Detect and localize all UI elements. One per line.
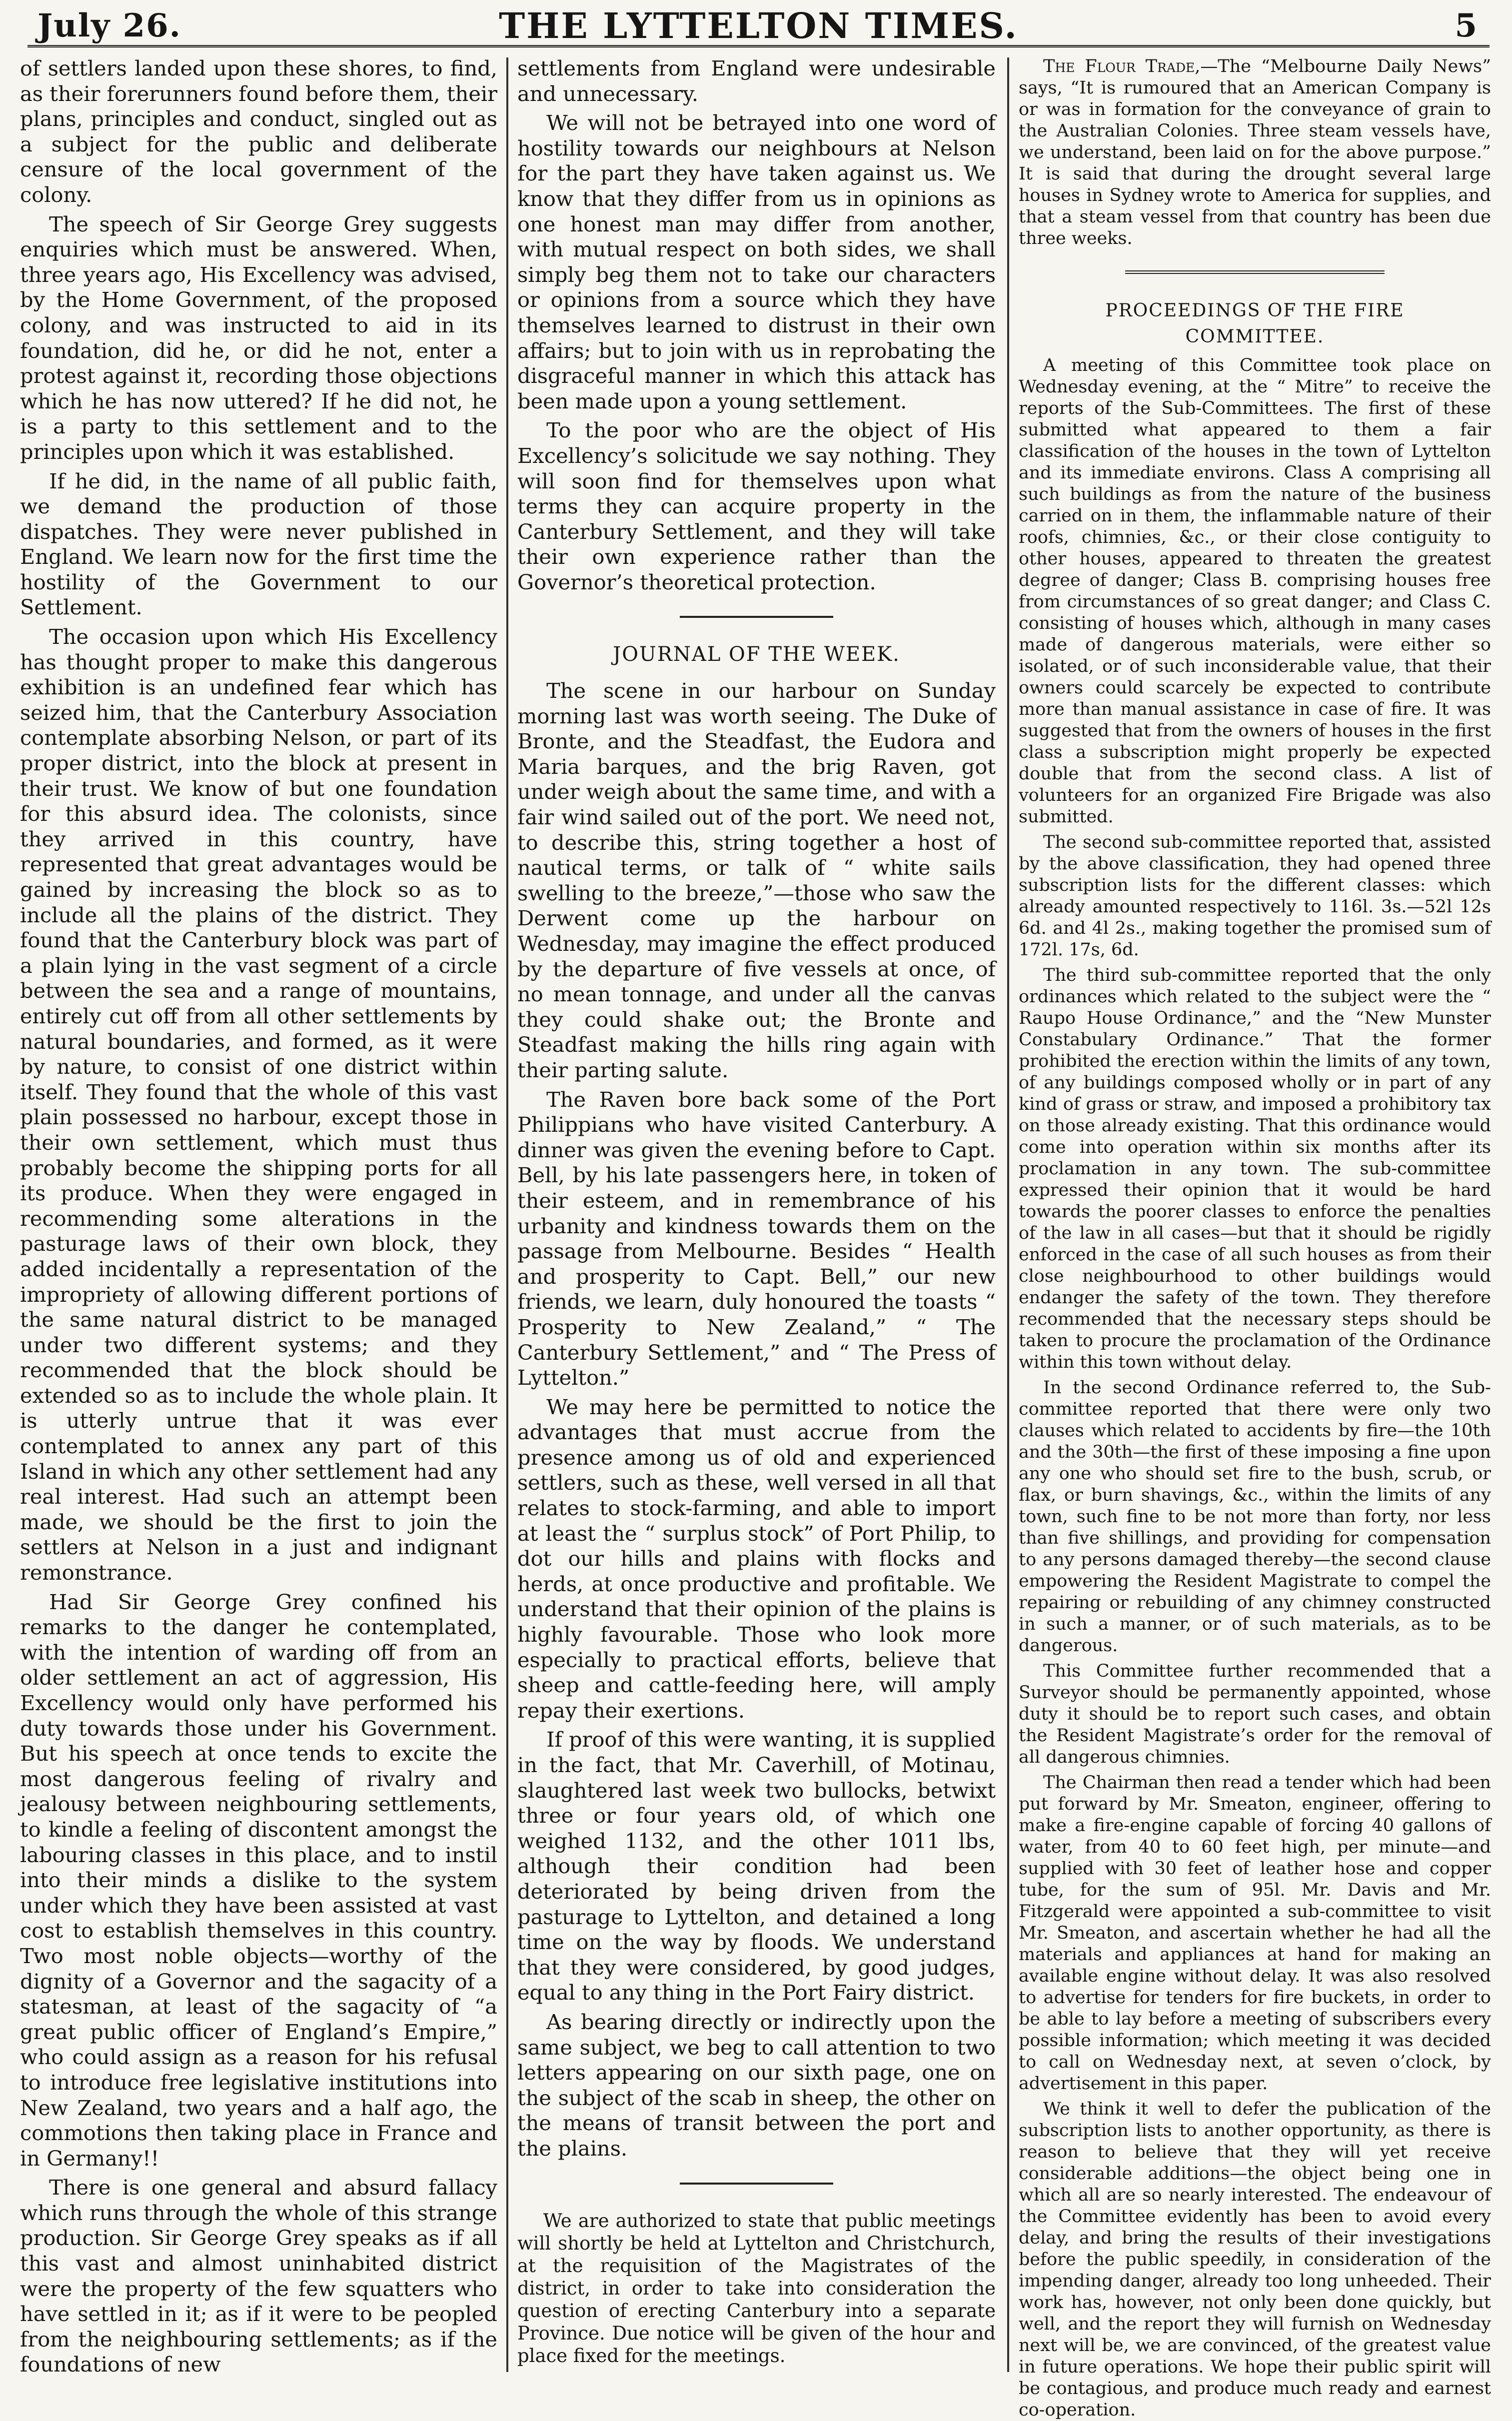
column-rule-left	[506, 57, 508, 2372]
meeting-notice: We are authorized to state that public meetings will shortly be held at Lyttelton and Christchurch, at the requisition of the Magistrates of the district, in order to take into consideration the question of erecting Canterbury into a separate Province. Due notice will be given of the hour and place fixed for the meetings.	[517, 2210, 996, 2367]
paragraph: settlements from England were undesirable and unnecessary.	[517, 56, 996, 106]
paragraph: There is one general and absurd fallacy which runs through the whole of this strange production. Sir George Grey speaks as if all this vast and almost uninhabited district were the property of the few squatters who have settled in it; as if it were to be peopled from the neighbouring settlements; as if the foundations of new	[20, 2175, 497, 2377]
flour-trade-lead: The Flour Trade,	[1043, 56, 1201, 76]
paragraph: of settlers landed upon these shores, to find, as their forerunners found before them, their plans, principles and conduct, singled out as a subject for the public and deliberate censure of the local government of the colony.	[20, 56, 497, 207]
column-2	[517, 56, 996, 2376]
paragraph: We may here be permitted to notice the advantages that must accrue from the presence among us of old and experienced settlers, such as these, well versed in all that relates to stock-farming, and able to import at least the “ surplus stock” of Port Philip, to dot our hills and plains with flocks and herds, at once productive and profitable. We understand that their opinion of the plains is highly favourable. Those who look more especially to practical efforts, believe that sheep and cattle-feeding here, will amply repay their exertions.	[517, 1394, 996, 1723]
section-heading-fire-committee: PROCEEDINGS OF THE FIRE COMMITTEE.	[1105, 300, 1405, 347]
masthead	[27, 5, 1490, 47]
paragraph: To the poor who are the object of His Excellency’s solicitude we say nothing. They will soon find for themselves upon what terms they can acquire property in the Canterbury Settlement, and they will take their own experience rather than the Governor’s theoretical protection.	[517, 418, 996, 594]
column-rule-right	[1007, 57, 1009, 2372]
flour-trade-paragraph	[1019, 56, 1491, 249]
section-divider	[1125, 270, 1385, 274]
paragraph: The second sub-committee reported that, assisted by the above classification, they had opened three subscription lists for the different classes: which already amounted respectively to 116l. 3s.—52l 12s 6d. and 4l 2s., making together the promised sum of 172l. 17s, 6d.	[1019, 832, 1491, 960]
paragraph: We think it well to defer the publication of the subscription lists to another opportunity, as there is reason to believe that they will yet receive considerable additions—the object being one in which all are so nearly interested. The endeavour of the Committee evidently has been to avoid every delay, and bring the results of their investigations before the public speedily, in consideration of the impending danger, already too long unheeded. Their work has, however, not only been done quickly, but well, and the report they will furnish on Wednesday next will be, we are convinced, of the greatest value in future operations. We hope their public spirit will be contagious, and produce much ready and earnest co-operation.	[1019, 2099, 1491, 2420]
newspaper-title: THE LYTTELTON TIMES.	[499, 5, 1018, 46]
section-heading-journal: JOURNAL OF THE WEEK.	[613, 643, 900, 666]
section-divider	[680, 616, 833, 618]
paragraph: A meeting of this Committee took place on Wednesday evening, at the “ Mitre” to receive the reports of the Sub-Committees. The first of these submitted what appeared to them a fair classification of the houses in the town of Lyttelton and its immediate environs. Class A comprising all such buildings as from the nature of the business carried on in them, the inflammable nature of their roofs, chimnies, &c., or their close contiguity to other houses, appeared to threaten the greatest degree of danger; Class B. comprising houses free from circumstances of so great danger; and Class C. consisting of houses which, although in many cases made of dangerous materials, were either so isolated, or of such inconsiderable value, that their owners could scarcely be expected to contribute more than manual assistance in case of fire. It was suggested that from the owners of houses in the first class a subscription might properly be expected double that from the second class. A list of volunteers for an organized Fire Brigade was also submitted.	[1019, 355, 1491, 827]
section-divider	[680, 2183, 833, 2185]
paragraph: The third sub-committee reported that the only ordinances which related to the subject were the “ Raupo House Ordinance,” and the “New Munster Constabulary Ordinance.” That the former prohibited the erection within the limits of any town, of any buildings composed wholly or in part of any kind of grass or straw, and imposed a prohibitory tax on those already existing. That this ordinance would come into operation within six months after its proclamation in any town. The sub-committee expressed their opinion that it would be hard towards the poorer classes to enforce the penalties of the law in all cases—but that it should be rigidly enforced in the case of all such houses as from their close neighbourhood to other buildings would endanger the safety of the town. They therefore recommended that the necessary steps should be taken to procure the proclamation of the Ordinance within this town without delay.	[1019, 965, 1491, 1372]
issue-date: July 26.	[37, 7, 181, 44]
paragraph: Had Sir George Grey confined his remarks to the danger he contemplated, with the intention of warding off from an older settlement an act of aggression, His Excellency would only have performed his duty towards those under his Government. But his speech at once tends to excite the most dangerous feeling of rivalry and jealousy between neighbouring settlements, to kindle a feeling of discontent amongst the labouring classes in this place, and to instil into their minds a dislike to the system under which they have been assisted at vast cost to establish themselves in this country. Two most noble objects—worthy of the dignity of a Governor and the sagacity of a statesman, at least of the sagacity of “a great public officer of England’s Empire,” who could assign as a reason for his refusal to introduce free legislative institutions into New Zealand, two years and a half ago, the commotions then taking place in France and in Germany!!	[20, 1589, 497, 2171]
paragraph: If proof of this were wanting, it is supplied in the fact, that Mr. Caverhill, of Motinau, slaughtered last week two bullocks, betwixt three or four years old, of which one weighed 1132, and the other 1011 lbs, although their condition had been deteriorated by being driven from the pasturage to Lyttelton, and detained a long time on the way by floods. We understand that they were considered, by good judges, equal to any thing in the Port Fairy district.	[517, 1727, 996, 2005]
paragraph: In the second Ordinance referred to, the Sub-committee reported that there were only two clauses which related to accidents by fire—the 10th and the 30th—the first of these imposing a fine upon any one who should set fire to the bush, scrub, or flax, or burn shavings, &c., within the limits of any town, such fine to be not more than forty, nor less than five shillings, and providing for compensation to any persons damaged thereby—the second clause empowering the Resident Magistrate to compel the repairing or rebuilding of any chimney constructed in such a manner, or of such materials, as to be dangerous.	[1019, 1378, 1491, 1656]
paragraph: The speech of Sir George Grey suggests enquiries which must be answered. When, three years ago, His Excellency was advised, by the Home Government, of the proposed colony, and was instructed to aid in its foundation, did he, or did he not, enter a protest against it, recording those objections which he has now uttered? If he did not, he is a party to this settlement and to the principles upon which it was established.	[20, 211, 497, 464]
paragraph: If he did, in the name of all public faith, we demand the production of those dispatches. They were never published in England. We learn now for the first time the hostility of the Government to our Settlement.	[20, 468, 497, 620]
page-number: 5	[1455, 7, 1477, 44]
paragraph: We will not be betrayed into one word of hostility towards our neighbours at Nelson for the part they have taken against us. We know that they differ from us in opinions as one honest man may differ from another, with mutual respect on both sides, we shall simply beg them not to take our characters or opinions from a source which they have themselves learned to distrust in their own affairs; but to join with us in reprobating the disgraceful manner in which this attack has been made upon a young settlement.	[517, 110, 996, 413]
paragraph: The occasion upon which His Excellency has thought proper to make this dangerous exhibition is an undefined fear which has seized him, that the Canterbury Association contemplate absorbing Nelson, or part of its proper district, into the block at present in their trust. We know of but one foundation for this absurd idea. The colonists, since they arrived in this country, have represented that great advantages would be gained by increasing the block so as to include all the plains of the district. They found that the Canterbury block was part of a plain lying in the vast segment of a circle between the sea and a range of mountains, entirely cut off from all other settlements by natural boundaries, and formed, as it were by nature, to consist of one district within itself. They found that the whole of this vast plain possessed no harbour, except those in their own settlement, which must thus probably become the shipping ports for all its produce. When they were engaged in recommending some alterations in the pasturage laws of their own block, they added incidentally a representation of the impropriety of allowing different portions of the same natural district to be managed under two different systems; and they recommended that the block should be extended so as to include the whole plain. It is utterly untrue that it was ever contemplated to annex any part of this Island in which any other settlement had any real interest. Had such an attempt been made, we should be the first to join the settlers at Nelson in a just and indignant remonstrance.	[20, 624, 497, 1585]
paragraph: The Chairman then read a tender which had been put forward by Mr. Smeaton, engineer, offering to make a fire-engine capable of forcing 40 gallons of water, from 40 to 60 feet high, per minute—and supplied with 30 feet of leather hose and copper tube, for the sum of 95l. Mr. Davis and Mr. Fitzgerald were appointed a sub-committee to visit Mr. Smeaton, and ascertain whether he had all the materials and appliances at hand for making an available engine without delay. It was also resolved to advertise for tenders for fire buckets, in order to be able to lay before a meeting of subscribers every possible information; which meeting it was decided to call on Wednesday next, at seven o’clock, by advertisement in this paper.	[1019, 1773, 1491, 2094]
paragraph: The scene in our harbour on Sunday morning last was worth seeing. The Duke of Bronte, and the Steadfast, the Eudora and Maria barques, and the brig Raven, got under weigh about the same time, and with a fair wind sailed out of the port. We need not, to describe this, string together a host of nautical terms, or talk of “ white sails swelling to the breeze,”—those who saw the Derwent come up the harbour on Wednesday, may imagine the effect produced by the departure of five vessels at once, of no mean tonnage, and under all the canvas they could shake out; the Bronte and Steadfast making the hills ring again with their parting salute.	[517, 678, 996, 1082]
paragraph: The Raven bore back some of the Port Philippians who have visited Canterbury. A dinner was given the evening before to Capt. Bell, by his late passengers here, in token of their esteem, and in remembrance of his urbanity and kindness towards them on the passage from Melbourne. Besides “ Health and prosperity to Capt. Bell,” our new friends, we learn, duly honoured the toasts “ Prosperity to New Zealand,” “ The Canterbury Settlement,” and “ The Press of Lyttelton.”	[517, 1087, 996, 1390]
paragraph: As bearing directly or indirectly upon the same subject, we beg to call attention to two letters appearing on our sixth page, one on the subject of the scab in sheep, the other on the means of transit between the port and the plains.	[517, 2009, 996, 2161]
column-3	[1019, 56, 1492, 2420]
flour-trade-text: —The “Melbourne Daily News” says, “It is rumoured that an American Company is or was in formation for the conveyance of grain to the Australian Colonies. Three steam vessels have, we understand, been laid on for the above purpose.” It is said that during the drought several large houses in Sydney wrote to America for supplies, and that a steam vessel from that country has been due three weeks.	[1019, 56, 1492, 248]
paragraph: This Committee further recommended that a Surveyor should be permanently appointed, whose duty it should be to report such cases, and obtain the Resident Magistrate’s order for the removal of all dangerous chimnies.	[1019, 1661, 1491, 1767]
column-1	[20, 56, 497, 2376]
